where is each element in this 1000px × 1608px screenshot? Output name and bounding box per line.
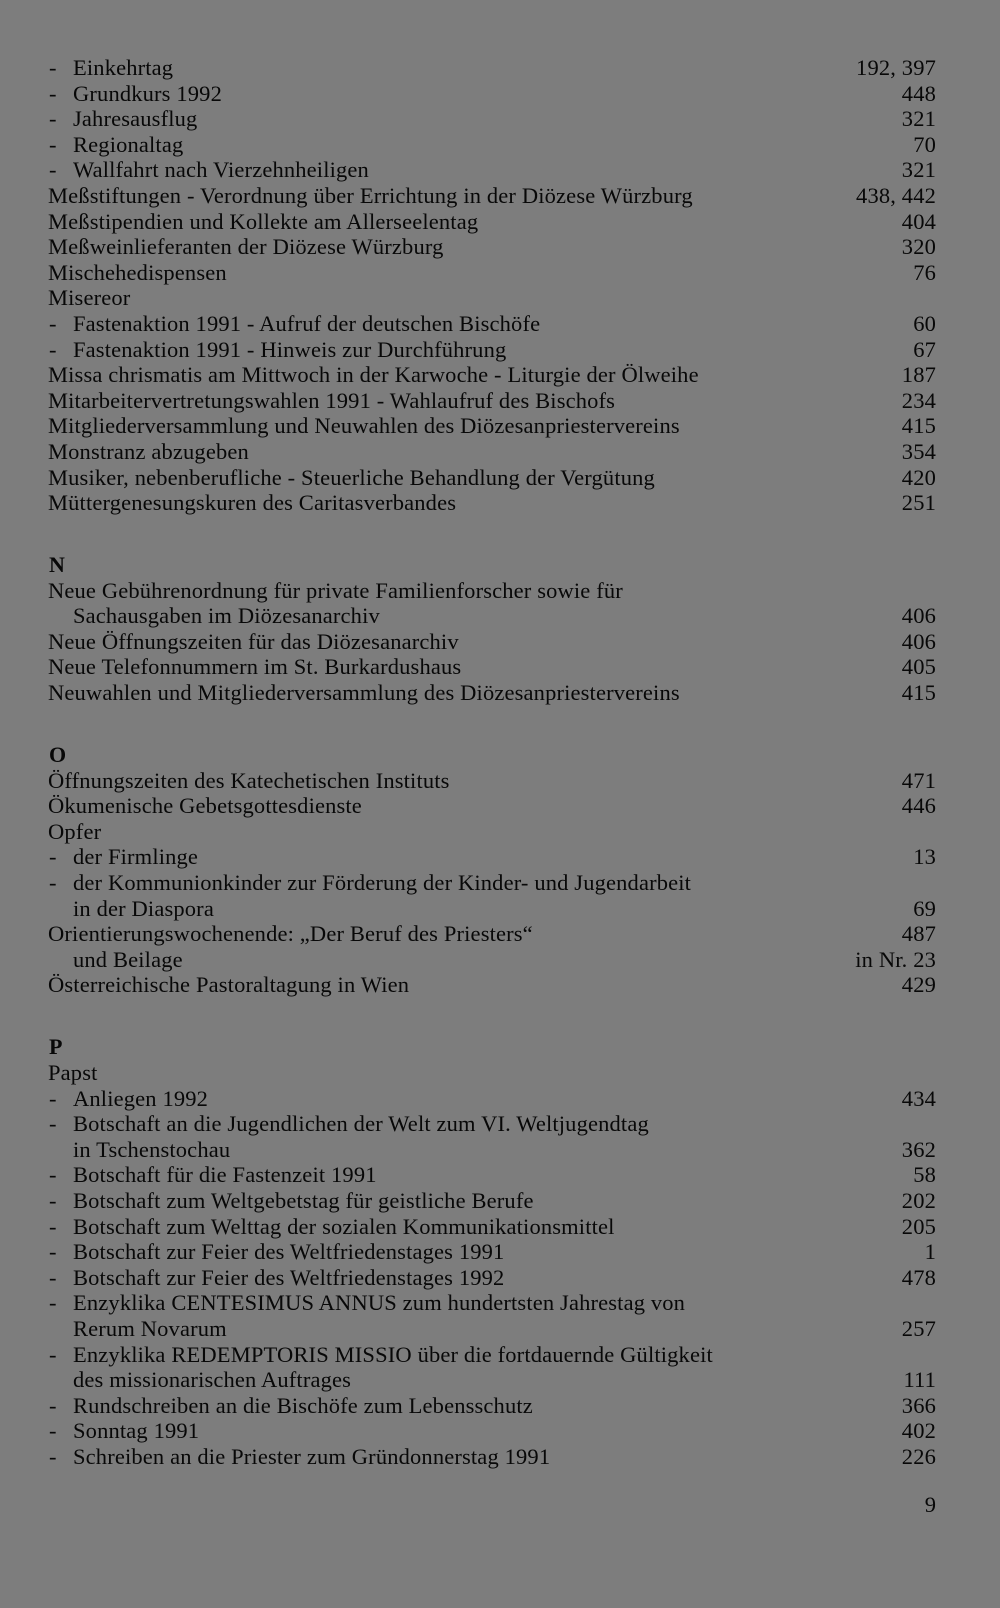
index-entry [48,578,936,604]
entry-page-ref: 234 [901,387,936,413]
entry-dash: - [49,1239,57,1265]
entry-dash: - [49,1290,57,1316]
index-entry [48,947,936,973]
entry-label: Mitgliederversammlung und Neuwahlen des Diözesanpriestervereins [48,413,680,439]
entry-label: Anliegen 1992 [73,1085,209,1111]
index-entry [48,793,936,819]
entry-label: Öffnungszeiten des Katechetischen Instituts [48,767,450,793]
index-entry [48,1393,936,1419]
entry-label: Botschaft an die Jugendlichen der Welt zum VI. Weltjugendtag [73,1111,649,1137]
entry-page-ref: 415 [901,680,936,706]
section-letter-heading: N [49,551,65,577]
entry-label: Botschaft zum Weltgebetstag für geistliche Berufe [73,1187,534,1213]
entry-page-ref: 420 [901,464,936,490]
entry-page-ref: 402 [901,1418,936,1444]
index-entry [48,1137,936,1163]
entry-dash: - [49,1085,57,1111]
entry-dash: - [49,1443,57,1469]
index-entry [48,132,936,158]
entry-label: Botschaft zum Welttag der sozialen Kommunikationsmittel [73,1213,615,1239]
index-entry [48,1086,936,1112]
entry-page-ref: 438, 442 [856,182,936,208]
index-entry [48,311,936,337]
index-entry [48,1444,936,1470]
entry-page-ref: 70 [913,131,936,157]
entry-dash: - [49,1392,57,1418]
entry-page-ref: 404 [901,208,936,234]
index-entry [48,413,936,439]
index-entry [48,337,936,363]
index-entry [48,819,936,845]
entry-label: Meßstipendien und Kollekte am Allerseelentag [48,208,479,234]
entry-label: Neuwahlen und Mitgliederversammlung des Diözesanpriestervereins [48,680,680,706]
entry-dash: - [49,1264,57,1290]
entry-label: Papst [48,1060,98,1085]
index-entry [48,1290,936,1316]
index-entry [48,896,936,922]
entry-label: Botschaft für die Fastenzeit 1991 [73,1162,377,1188]
entry-dash: - [49,1162,57,1188]
entry-page-ref: 478 [901,1264,936,1290]
entry-page-ref: 434 [901,1085,936,1111]
index-page [48,55,936,1470]
entry-label: Grundkurs 1992 [73,80,222,106]
index-entry [48,55,936,81]
index-section [48,551,936,706]
entry-label: Sonntag 1991 [73,1418,200,1444]
entry-dash: - [49,1213,57,1239]
entry-label: Regionaltag [73,131,184,157]
entry-page-ref: in Nr. 23 [855,946,936,972]
entry-label: Neue Telefonnummern im St. Burkardushaus [48,654,462,680]
index-entry [48,234,936,260]
index-entry [48,1418,936,1444]
entry-label: Einkehrtag [73,55,174,80]
entry-page-ref: 366 [901,1392,936,1418]
index-entry [48,1316,936,1342]
index-entry [48,1188,936,1214]
index-entry [48,388,936,414]
entry-page-ref: 354 [901,438,936,464]
page-number: 9 [924,1492,936,1517]
index-entry [48,81,936,107]
entry-page-ref: 405 [901,654,936,680]
entry-label: der Kommunionkinder zur Förderung der Kinder- und Jugendarbeit [73,870,692,896]
entry-page-ref: 192, 397 [856,55,936,80]
entry-dash: - [49,870,57,896]
entry-label: Monstranz abzugeben [48,438,249,464]
entry-label: Enzyklika CENTESIMUS ANNUS zum hundertsten Jahrestag von [73,1290,686,1316]
entry-label: und Beilage [73,946,183,972]
index-entry [48,1367,936,1393]
entry-page-ref: 487 [901,921,936,947]
index-entry [48,921,936,947]
index-entry [48,844,936,870]
index-entry [48,106,936,132]
section-letter-heading: O [49,741,67,767]
entry-label: Misereor [48,285,131,311]
index-entry [48,490,936,516]
entry-dash: - [49,844,57,870]
index-entry [48,1342,936,1368]
index-entry [48,1111,936,1137]
index-entry [48,629,936,655]
entry-dash: - [49,1341,57,1367]
index-entry [48,260,936,286]
entry-label: Österreichische Pastoraltagung in Wien [48,972,410,998]
entry-page-ref: 471 [901,767,936,793]
entry-page-ref: 321 [901,106,936,132]
entry-page-ref: 76 [913,259,936,285]
entry-label: Orientierungswochenende: „Der Beruf des Priesters“ [48,921,533,947]
index-entry [48,285,936,311]
index-entry [48,1265,936,1291]
entry-label: Fastenaktion 1991 - Aufruf der deutschen Bischöfe [73,310,541,336]
entry-dash: - [49,336,57,362]
entry-dash: - [49,106,57,132]
entry-page-ref: 205 [901,1213,936,1239]
entry-page-ref: 58 [913,1162,936,1188]
index-entry [48,1214,936,1240]
entry-label: Ökumenische Gebetsgottesdienste [48,793,362,819]
entry-label: Fastenaktion 1991 - Hinweis zur Durchführung [73,336,507,362]
index-entry [48,209,936,235]
entry-label: Sachausgaben im Diözesanarchiv [73,603,380,629]
index-entry [48,362,936,388]
entry-label: Missa chrismatis am Mittwoch in der Karwoche - Liturgie der Ölweihe [48,362,699,388]
index-entry [48,654,936,680]
entry-label: der Firmlinge [73,844,199,870]
entry-dash: - [49,80,57,106]
entry-page-ref: 226 [901,1443,936,1469]
entry-label: Enzyklika REDEMPTORIS MISSIO über die fortdauernde Gültigkeit [73,1341,713,1367]
entry-label: Meßstiftungen - Verordnung über Errichtung in der Diözese Würzburg [48,182,693,208]
entry-page-ref: 321 [901,157,936,183]
entry-page-ref: 320 [901,234,936,260]
index-section [48,55,936,516]
entry-page-ref: 67 [913,336,936,362]
entry-label: Neue Öffnungszeiten für das Diözesanarchiv [48,628,459,654]
entry-label: des missionarischen Auftrages [73,1367,352,1393]
index-entry [48,183,936,209]
entry-dash: - [49,1418,57,1444]
entry-label: Jahresausflug [73,106,198,132]
entry-page-ref: 446 [901,793,936,819]
entry-label: Neue Gebührenordnung für private Familienforscher sowie für [48,577,623,603]
entry-page-ref: 69 [913,895,936,921]
entry-label: Wallfahrt nach Vierzehnheiligen [73,157,369,183]
entry-label: Schreiben an die Priester zum Gründonnerstag 1991 [73,1443,551,1469]
entry-page-ref: 406 [901,628,936,654]
index-entry [48,1060,936,1086]
entry-page-ref: 187 [901,362,936,388]
entry-label: Müttergenesungskuren des Caritasverbandes [48,490,457,516]
index-entry [48,680,936,706]
index-entry [48,1162,936,1188]
entry-page-ref: 257 [901,1315,936,1341]
index-entry [48,157,936,183]
entry-label: in Tschenstochau [73,1136,231,1162]
index-section [48,1033,936,1470]
index-entry [48,465,936,491]
entry-dash: - [49,1187,57,1213]
index-entry [48,768,936,794]
entry-page-ref: 202 [901,1187,936,1213]
entry-dash: - [49,55,57,80]
entry-page-ref: 13 [913,844,936,870]
entry-label: Rundschreiben an die Bischöfe zum Lebensschutz [73,1392,533,1418]
entry-label: Mitarbeitervertretungswahlen 1991 - Wahlaufruf des Bischofs [48,387,616,413]
entry-label: Botschaft zur Feier des Weltfriedenstages 1992 [73,1264,505,1290]
entry-page-ref: 60 [913,310,936,336]
entry-label: Meßweinlieferanten der Diözese Würzburg [48,234,444,260]
entry-dash: - [49,1111,57,1137]
index-entry [48,972,936,998]
entry-label: in der Diaspora [73,895,214,921]
index-section [48,741,936,998]
entry-page-ref: 1 [924,1239,936,1265]
section-letter-heading: P [49,1034,63,1059]
entry-dash: - [49,131,57,157]
entry-label: Botschaft zur Feier des Weltfriedenstages 1991 [73,1239,505,1265]
index-entry [48,870,936,896]
entry-page-ref: 415 [901,413,936,439]
entry-page-ref: 251 [901,490,936,516]
index-entry [48,603,936,629]
entry-dash: - [49,157,57,183]
entry-label: Opfer [48,818,102,844]
entry-label: Musiker, nebenberufliche - Steuerliche Behandlung der Vergütung [48,464,655,490]
index-entry [48,439,936,465]
entry-label: Mischehedispensen [48,259,227,285]
entry-page-ref: 406 [901,603,936,629]
entry-page-ref: 362 [901,1136,936,1162]
entry-dash: - [49,310,57,336]
index-entry [48,1239,936,1265]
entry-page-ref: 448 [901,80,936,106]
entry-page-ref: 111 [903,1367,936,1393]
entry-label: Rerum Novarum [73,1315,227,1341]
entry-page-ref: 429 [901,972,936,998]
